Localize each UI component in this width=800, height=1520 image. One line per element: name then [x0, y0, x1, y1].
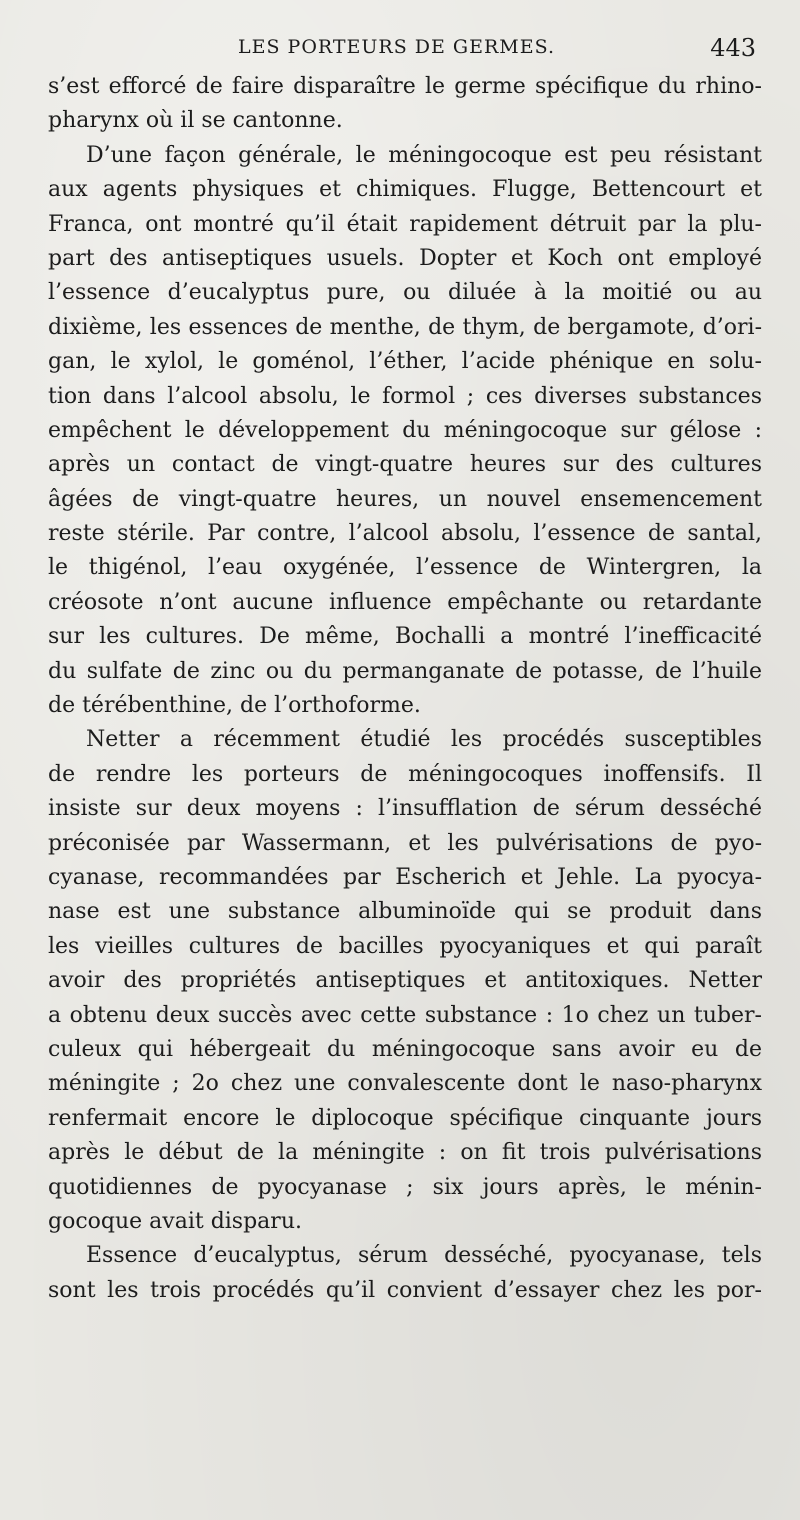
text-line: Essence d’eucalyptus, sérum desséché, pyocyanase, tels — [86, 1243, 762, 1269]
page-number: 443 — [710, 34, 756, 62]
text-line: les vieilles cultures de bacilles pyocyaniques et qui paraît — [48, 933, 762, 959]
text-line: reste stérile. Par contre, l’alcool absolu, l’essence de santal, — [48, 521, 762, 547]
text-line: sont les trois procédés qu’il convient d’essayer chez les por- — [48, 1277, 762, 1303]
text-line: de térébenthine, de l’orthoforme. — [48, 693, 421, 719]
body-text — [48, 70, 762, 1308]
text-line: le thigénol, l’eau oxygénée, l’essence de Wintergren, la — [48, 555, 762, 581]
text-line: nase est une substance albuminoïde qui se produit dans — [48, 899, 762, 925]
text-line: cyanase, recommandées par Escherich et Jehle. La pyocya- — [48, 864, 762, 890]
text-line: Netter a récemment étudié les procédés susceptibles — [86, 727, 762, 753]
text-line: du sulfate de zinc ou du permanganate de potasse, de l’huile — [48, 658, 762, 684]
text-line: préconisée par Wassermann, et les pulvérisations de pyo- — [48, 830, 762, 856]
text-line: gocoque avait disparu. — [48, 1208, 302, 1234]
page-header — [48, 36, 760, 64]
running-title: LES PORTEURS DE GERMES. — [238, 36, 555, 58]
text-line: s’est efforcé de faire disparaître le germe spécifique du rhino- — [48, 74, 762, 99]
text-line: tion dans l’alcool absolu, le formol ; ces diverses substances — [48, 383, 762, 409]
text-line: part des antiseptiques usuels. Dopter et Koch ont employé — [48, 245, 762, 271]
text-line: l’essence d’eucalyptus pure, ou diluée à la moitié ou au — [48, 280, 762, 306]
text-line: D’une façon générale, le méningocoque est peu résistant — [86, 142, 762, 168]
text-line: aux agents physiques et chimiques. Flugge, Bettencourt et — [48, 177, 762, 203]
text-line: culeux qui hébergeait du méningocoque sans avoir eu de — [48, 1036, 762, 1062]
text-line: après le début de la méningite : on fit trois pulvérisations — [48, 1140, 762, 1166]
text-line: créosote n’ont aucune influence empêchante ou retardante — [48, 589, 762, 615]
text-line: de rendre les porteurs de méningocoques inoffensifs. Il — [48, 761, 762, 787]
text-line: avoir des propriétés antiseptiques et antitoxiques. Netter — [48, 968, 762, 994]
text-line: dixième, les essences de menthe, de thym, de bergamote, d’ori- — [48, 314, 762, 340]
text-line: gan, le xylol, le goménol, l’éther, l’acide phénique en solu- — [48, 349, 762, 375]
text-line: pharynx où il se cantonne. — [48, 108, 343, 134]
text-line: âgées de vingt-quatre heures, un nouvel ensemencement — [48, 486, 762, 512]
text-line: quotidiennes de pyocyanase ; six jours après, le ménin- — [48, 1174, 762, 1200]
text-line: a obtenu deux succès avec cette substance : 1o chez un tuber- — [48, 1002, 762, 1028]
text-line: renfermait encore le diplocoque spécifique cinquante jours — [48, 1105, 762, 1131]
text-line: empêchent le développement du méningocoque sur gélose : — [48, 417, 762, 443]
text-line: sur les cultures. De même, Bochalli a montré l’inefficacité — [48, 624, 762, 650]
text-line: insiste sur deux moyens : l’insufflation de sérum desséché — [48, 796, 762, 822]
text-line: Franca, ont montré qu’il était rapidement détruit par la plu- — [48, 211, 762, 237]
text-line: après un contact de vingt-quatre heures sur des cultures — [48, 452, 762, 478]
text-line: méningite ; 2o chez une convalescente dont le naso-pharynx — [48, 1071, 762, 1097]
